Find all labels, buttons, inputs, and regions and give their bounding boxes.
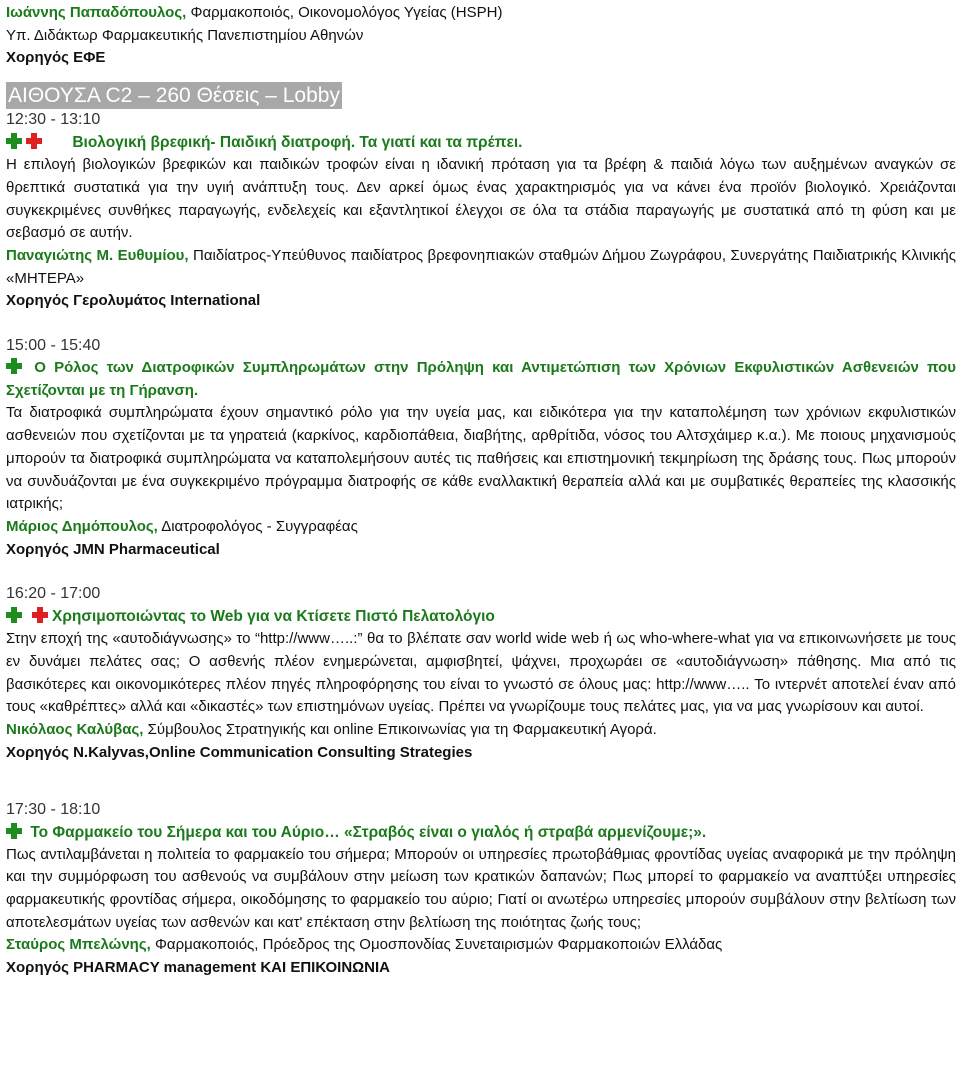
session <box>6 109 960 313</box>
sponsor: Χορηγός PHARMACY management ΚΑΙ ΕΠΙΚΟΙΝΩΝΙΑ <box>6 959 391 977</box>
session-title: Χρησιμοποιώντας το Web για να Κτίσετε Πιστό Πελατολόγιο <box>52 608 495 626</box>
speaker-name: Ιωάννης Παπαδόπουλος, <box>6 4 187 21</box>
session <box>6 799 960 980</box>
green-cross-icon <box>6 607 22 623</box>
sponsor: Χορηγός N.Kalyvas,Online Communication Consulting Strategies <box>6 743 473 761</box>
session-time: 12:30 - 13:10 <box>6 111 101 129</box>
sponsor: Χορηγός Γερολυμάτος International <box>6 292 261 310</box>
session-description: Στην εποχή της «αυτοδιάγνωσης» το “http://www…..:” θα το βλέπατε σαν world wide web ή ως who-where-what για να επικοινωνήσετε με τους εν δυνάμει πελάτες σας; Ο ασθενής πλέον ενημερώνεται, αμφισβητεί, ψάχνει, προχωράει σε «αυτοδιάγνωση» πάθησης. Μια από τις βασικότερες και οικονομικότερες πλέον πηγές πληροφόρησης του είναι το γνωστό σε όλους μας: http://www….. Το ιντερνέτ αποτελεί έναν από τους «καθρέπτες» αλλά και «δικαστές» των επιστημόνων υγείας. Πρέπει να γνωρίζουμε τους πελάτες μας, για να μας γνωρίσουν και αυτοί. <box>6 630 956 716</box>
session-time: 16:20 - 17:00 <box>6 585 101 603</box>
session-title: Βιολογική βρεφική- Παιδική διατροφή. Τα γιατί και τα πρέπει. <box>72 134 523 152</box>
session-speaker <box>6 516 960 539</box>
session-time: 15:00 - 15:40 <box>6 337 101 355</box>
session-speaker <box>6 719 960 742</box>
speaker-name: Νικόλαος Καλύβας, <box>6 721 144 739</box>
red-cross-icon <box>32 607 48 623</box>
speaker-role-line2: Υπ. Διδάκτωρ Φαρμακευτικής Πανεπιστημίου Αθηνών <box>6 26 364 44</box>
session <box>6 335 960 561</box>
red-cross-icon <box>26 133 42 149</box>
session-title-row <box>6 131 960 154</box>
session-description: Πως αντιλαμβάνεται η πολιτεία το φαρμακείο του σήμερα; Μπορούν οι υπηρεσίες πρωτοβάθμιας φροντίδας υγείας αναφορικά με την πρόληψη και την συμμόρφωση του ασθενούς να συμβάλουν στην μείωση των κρατικών δαπανών; Πως μπορεί το φαρμακείο να αναπτύξει υπηρεσίες φαρμακευτικής φροντίδας σήμερα, οικοδόμησης το φαρμακείο του αύριο; Γιατί οι ανωτέρω υπηρεσίες μπορούν συμβάλουν στην βελτίωση των αποτελεσμάτων υγείας των ασθενών και κατ' επέκταση στην βελτίωση της ποιότητας ζωής τους; <box>6 845 956 931</box>
session-title-row <box>6 821 960 844</box>
session-speaker <box>6 245 956 290</box>
session-description: Τα διατροφικά συμπληρώματα έχουν σημαντικό ρόλο για την υγεία μας, και ειδικότερα για την καταπολέμηση των χρόνιων εκφυλιστικών ασθενειών που σχετίζονται με τα γηρατειά (καρκίνος, καρδιοπάθεια, διαβήτης, αρθρίτιδα, νόσος του Αλτσχάιμερ κ.α.). Με ποιους μηχανισμούς μπορούν τα διατροφικά συμπληρώματα να καταπολεμήσουν αυτές τις παθήσεις και επιστημονική τεκμηρίωση της δράσης τους. Πως μπορούν να συνδυάζονται με ένα συγκεκριμένο πρόγραμμα διατροφής σε κάθε εναλλακτική θεραπεία αλλά και με συμβατικές θεραπείες της κλασσικής ιατρικής; <box>6 404 956 513</box>
speaker-role: Φαρμακοποιός, Οικονομολόγος Υγείας (HSPH) <box>186 4 503 21</box>
speaker-name: Μάριος Δημόπουλος, <box>6 517 158 535</box>
speaker-role: Σύμβουλος Στρατηγικής και online Επικοινωνίας για τη Φαρμακευτική Αγορά. <box>143 721 657 739</box>
session-description: Η επιλογή βιολογικών βρεφικών και παιδικών τροφών είναι η ιδανική πρόταση για τα βρέφη & παιδιά λόγω των αυξημένων αναγκών σε θρεπτικά συστατικά για την υγιή ανάπτυξη τους. Δεν αρκεί όμως ένας χαρακτηρισμός για να κάνει ένα προϊόν βιολογικό. Χρειάζονται συγκεκριμένες συνθήκες παραγωγής, ενδελεχείς και εξαντλητικοί έλεγχοι σε όλα τα στάδια παραγωγής με συστατικά από τη φύση και με σεβασμό σε αυτήν. <box>6 156 956 242</box>
session <box>6 583 960 764</box>
speaker-name: Σταύρος Μπελώνης, <box>6 936 151 954</box>
session-title: Το Φαρμακείο του Σήμερα και του Αύριο… «Στραβός είναι ο γιαλός ή στραβά αρμενίζουμε;». <box>30 823 707 841</box>
intro-speaker <box>6 2 960 25</box>
intro-block <box>6 2 960 70</box>
session-time: 17:30 - 18:10 <box>6 800 101 818</box>
sponsor: Χορηγός ΕΦΕ <box>6 49 106 67</box>
sponsor: Χορηγός JMN Pharmaceutical <box>6 540 220 558</box>
green-cross-icon <box>6 358 22 374</box>
speaker-role: Παιδίατρος-Υπεύθυνος παιδίατρος βρεφονηπιακών σταθμών Δήμου Ζωγράφου, Συνεργάτης Παιδιατρικής Κλινικής «ΜΗΤΕΡΑ» <box>6 246 956 287</box>
session-speaker <box>6 934 960 957</box>
session-title-row <box>6 605 960 628</box>
speaker-name: Παναγιώτης Μ. Ευθυμίου, <box>6 246 189 264</box>
session-title-row <box>6 357 956 402</box>
hall-header: ΑΙΘΟΥΣΑ C2 – 260 Θέσεις – Lobby <box>8 84 340 108</box>
speaker-role: Διατροφολόγος - Συγγραφέας <box>157 517 358 535</box>
session-title: Ο Ρόλος των Διατροφικών Συμπληρωμάτων στην Πρόληψη και Αντιμετώπιση των Χρόνιων Εκφυλιστικών Ασθενειών που Σχετίζονται με τη Γήρανση. <box>6 359 957 399</box>
green-cross-icon <box>6 133 22 149</box>
green-cross-icon <box>6 823 22 839</box>
speaker-role: Φαρμακοποιός, Πρόεδρος της Ομοσπονδίας Συνεταιρισμών Φαρμακοποιών Ελλάδας <box>150 936 723 954</box>
